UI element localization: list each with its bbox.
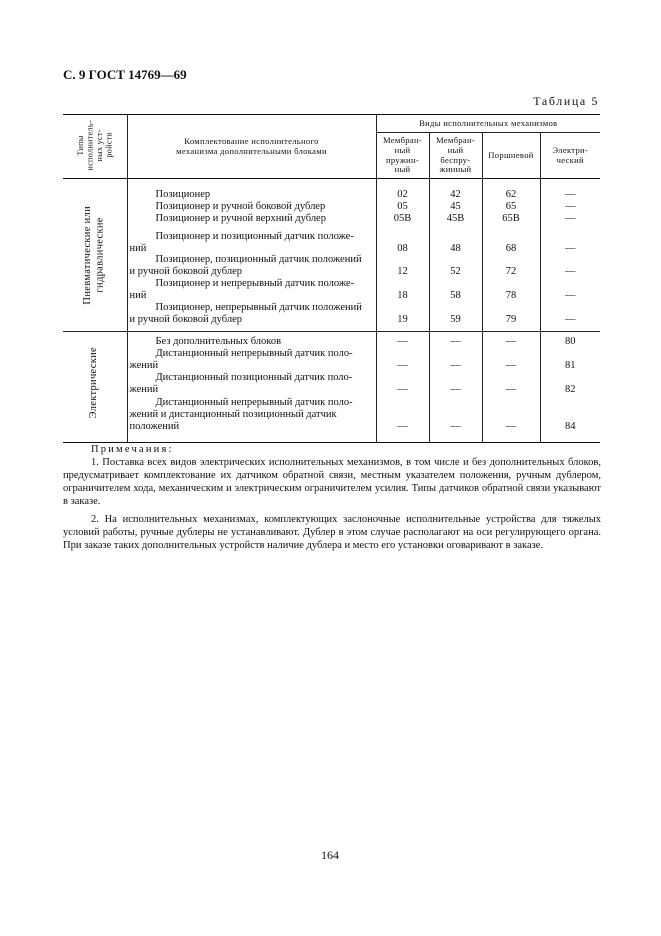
header-line: ный [447, 144, 464, 155]
values-piston [482, 179, 540, 332]
cell-value: 19 [397, 313, 408, 325]
page-header: С. 9 ГОСТ 14769—69 [63, 67, 187, 82]
cell-value: — [397, 383, 408, 395]
cell-value: 84 [565, 420, 576, 432]
cell-value: — [565, 188, 576, 200]
cell-value: 12 [397, 265, 408, 277]
values-electric [540, 332, 600, 443]
values-membrane-springless [429, 179, 482, 332]
cell-value: — [565, 313, 576, 325]
section-descriptions [127, 332, 376, 443]
cell-value: 79 [505, 313, 517, 325]
cell-value: 52 [450, 265, 461, 277]
values-membrane-spring [376, 332, 429, 443]
header-line: Мембран- [435, 134, 476, 145]
subheader-membrane-springless [429, 133, 482, 179]
cell-value: — [505, 335, 517, 347]
header-mechanism-kinds: Виды исполнительных механизмов [376, 115, 600, 133]
cell-value: 65 [505, 200, 517, 212]
row-description: Позиционер, позиционный датчик положений и ручной боковой дублер [129, 253, 362, 277]
cell-value: 62 [505, 188, 517, 200]
header-device-types [63, 115, 127, 179]
header-line: ный [394, 164, 411, 175]
cell-value: 82 [565, 383, 576, 395]
subheader-electric [540, 133, 600, 179]
cell-value: 48 [450, 242, 461, 254]
table-section [63, 332, 600, 443]
header-line: ных уст- [94, 128, 104, 162]
cell-value: — [505, 383, 517, 395]
cell-value: — [505, 420, 517, 432]
page-number: 164 [321, 848, 339, 862]
cell-value: — [397, 335, 408, 347]
cell-value: 45В [446, 212, 465, 224]
cell-value: 05 [397, 200, 408, 212]
table-section [63, 179, 600, 332]
cell-value: 18 [397, 289, 408, 301]
header-line: Типы [75, 134, 85, 156]
cell-value: 45 [450, 200, 461, 212]
cell-value: 80 [565, 335, 576, 347]
cell-value: 02 [397, 188, 408, 200]
header-line: жинный [439, 164, 472, 175]
section-label [63, 332, 127, 443]
section-label-line: Пневматические или [82, 206, 94, 305]
cell-value: — [565, 289, 576, 301]
header-line: механизма дополнительными блоками [176, 145, 327, 156]
header-line: ческий [556, 154, 584, 165]
cell-value: — [565, 265, 576, 277]
row-description: Позиционер [155, 188, 211, 200]
cell-value: 81 [565, 359, 576, 371]
cell-value: 42 [450, 188, 461, 200]
header-line: ройств [104, 132, 114, 158]
subheader-membrane-spring [376, 133, 429, 179]
header-line: исполнитель- [85, 119, 95, 171]
row-description: Позиционер, непрерывный датчик положений и ручной боковой дублер [129, 301, 362, 325]
cell-value: — [450, 335, 461, 347]
mechanism-table [63, 114, 600, 443]
cell-value: — [565, 242, 576, 254]
row-description: Дистанционный непрерывный датчик поло- жений [129, 347, 353, 371]
header-line: Поршневой [488, 149, 534, 160]
values-electric [540, 179, 600, 332]
header-line: ный [394, 144, 411, 155]
cell-value: — [397, 420, 408, 432]
cell-value: 72 [505, 265, 517, 277]
cell-value: — [565, 212, 576, 224]
row-description: Без дополнительных блоков [155, 335, 282, 347]
cell-value: 59 [450, 313, 461, 325]
notes-title: Примечания: [91, 444, 174, 455]
section-label-line: Электрические [88, 346, 100, 419]
values-piston [482, 332, 540, 443]
header-line: беспру- [440, 154, 471, 165]
cell-value: — [450, 359, 461, 371]
row-description: Дистанционный непрерывный датчик поло- жений и дистанционный позиционный датчик положений [129, 396, 353, 432]
row-description: Позиционер и ручной боковой дублер [155, 200, 326, 212]
header-line: пружин- [385, 154, 420, 165]
cell-value: — [565, 200, 576, 212]
cell-value: 08 [397, 242, 408, 254]
row-description: Позиционер и ручной верхний дублер [155, 212, 326, 224]
values-membrane-springless [429, 332, 482, 443]
cell-value: — [505, 359, 517, 371]
row-description: Позиционер и позиционный датчик положе- ний [129, 230, 354, 254]
header-line: Электри- [552, 144, 589, 155]
cell-value: 78 [505, 289, 517, 301]
header-configuration [127, 115, 376, 179]
header-line: Комплектование исполнительного [184, 135, 319, 146]
cell-value: — [450, 383, 461, 395]
header-line: Мембран- [382, 134, 423, 145]
cell-value: 65В [502, 212, 520, 224]
section-label-line: гидравлические [94, 217, 106, 294]
row-description: Позиционер и непрерывный датчик положе- ний [129, 277, 355, 301]
section-label [63, 179, 127, 332]
cell-value: 68 [505, 242, 517, 254]
notes-block [63, 443, 601, 552]
table-caption: Таблица 5 [533, 94, 599, 108]
note-item: 2. На исполнительных механизмах, комплектующих заслоночные исполнительные устройства для тяжелых условий работы, ручные дублеры не устанавливают. Дублер в этом случае располагают на оси регулирующего органа. При заказе таких дополнительных устройств наличие дублера и место его установки оговаривают в заказе. [63, 514, 601, 551]
cell-value: 05В [393, 212, 412, 224]
section-descriptions [127, 179, 376, 332]
cell-value: — [450, 420, 461, 432]
subheader-piston [482, 133, 540, 179]
cell-value: 58 [450, 289, 461, 301]
row-description: Дистанционный позиционный датчик поло- жений [129, 371, 353, 395]
note-item: 1. Поставка всех видов электрических исполнительных механизмов, в том числе и без дополнительных блоков, предусматривает комплектование их датчиком обратной связи, местным указателем положения, ручным дублером, ограничителем хода, механическим и электрическим ограничителем усилия. Типы датчиков обратной связи указывают в заказе. [63, 457, 601, 507]
cell-value: — [397, 359, 408, 371]
values-membrane-spring [376, 179, 429, 332]
